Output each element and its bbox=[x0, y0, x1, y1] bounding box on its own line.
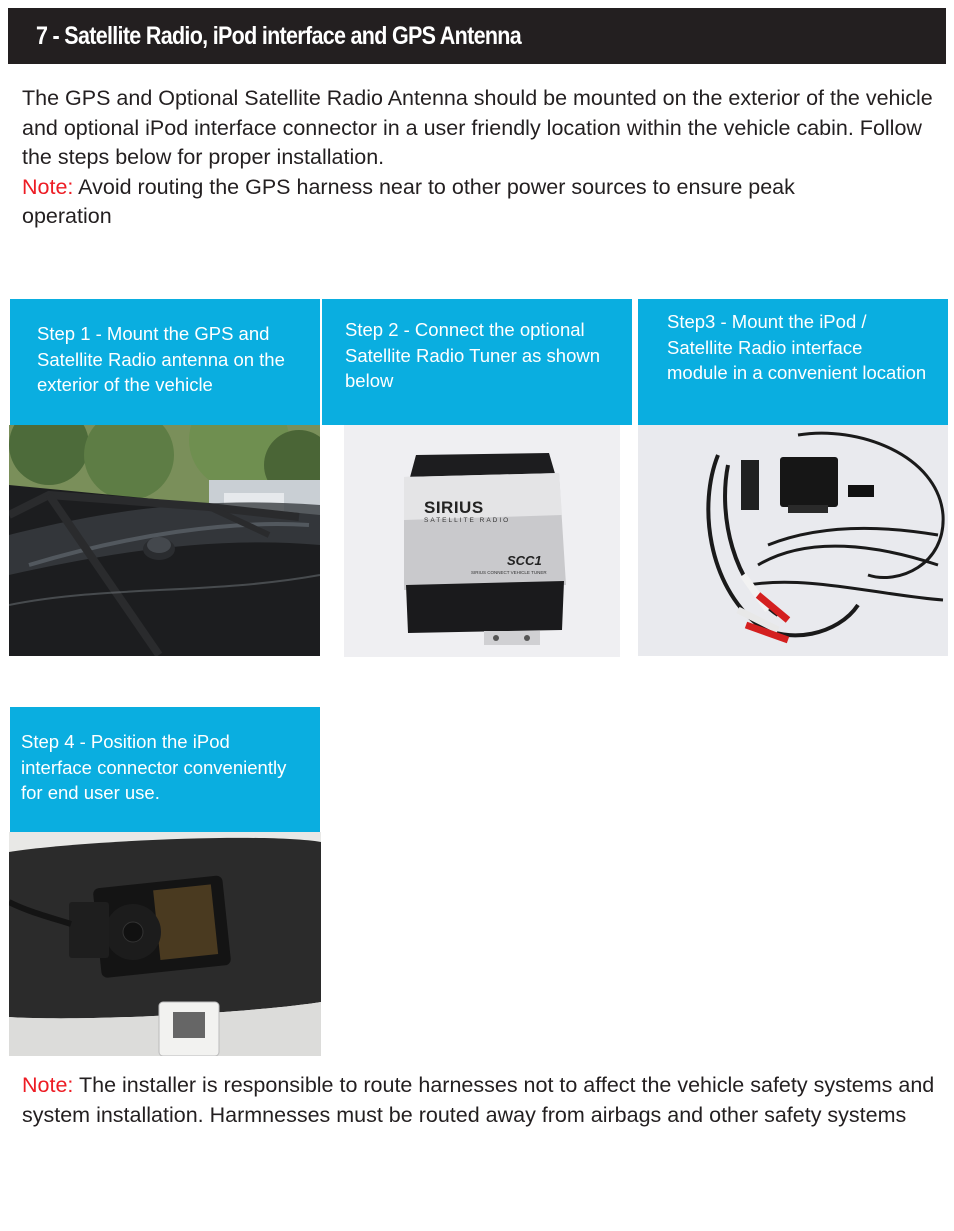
tuner-model-sub: SIRIUS CONNECT VEHICLE TUNER bbox=[471, 570, 547, 575]
intro-text bbox=[22, 84, 947, 232]
tuner-model: SCC1 bbox=[507, 553, 542, 568]
tuner-illustration bbox=[344, 425, 620, 657]
section-title: 7 - Satellite Radio, iPod interface and GPS Antenna bbox=[36, 22, 521, 50]
step-4-label: Step 4 - Position the iPod interface connector conveniently for end user use. bbox=[21, 731, 287, 803]
step-4-photo-ipod-connector bbox=[9, 832, 321, 1056]
step-3-label: Step3 - Mount the iPod / Satellite Radio interface module in a convenient location bbox=[667, 311, 927, 383]
module-illustration bbox=[638, 425, 948, 656]
ipod-illustration bbox=[9, 832, 321, 1056]
step-4-box bbox=[10, 707, 320, 832]
step-1-label: Step 1 - Mount the GPS and Satellite Radio antenna on the exterior of the vehicle bbox=[37, 323, 285, 395]
intro-note-label: Note: bbox=[22, 174, 74, 199]
step-3-box bbox=[638, 299, 948, 425]
tuner-brand-sub: SATELLITE RADIO bbox=[424, 517, 511, 524]
footer-note-paragraph bbox=[22, 1071, 947, 1130]
intro-note-text: Avoid routing the GPS harness near to other power sources to ensure peak operation bbox=[22, 174, 795, 228]
footer-note bbox=[22, 1071, 947, 1130]
step-1-photo-car-roof-antenna bbox=[9, 425, 320, 656]
step-2-box bbox=[322, 299, 632, 425]
section-header bbox=[8, 8, 946, 64]
tuner-brand: SIRIUS bbox=[424, 498, 484, 517]
step-2-label: Step 2 - Connect the optional Satellite Radio Tuner as shown below bbox=[345, 319, 601, 391]
step-1-box bbox=[10, 299, 320, 425]
intro-note bbox=[22, 173, 882, 232]
step-2-photo-satellite-tuner bbox=[344, 425, 620, 657]
step-3-photo-interface-module bbox=[638, 425, 948, 656]
footer-note-text: The installer is responsible to route harnesses not to affect the vehicle safety systems and system installation. Harmnesses must be routed away from airbags and other safety systems bbox=[22, 1073, 935, 1127]
intro-paragraph: The GPS and Optional Satellite Radio Antenna should be mounted on the exterior of the vehicle and optional iPod interface connector in a user friendly location within the vehicle cabin. Follow the steps below for proper installation. bbox=[22, 86, 933, 169]
car-roof-illustration bbox=[9, 425, 320, 656]
footer-note-label: Note: bbox=[22, 1073, 74, 1097]
